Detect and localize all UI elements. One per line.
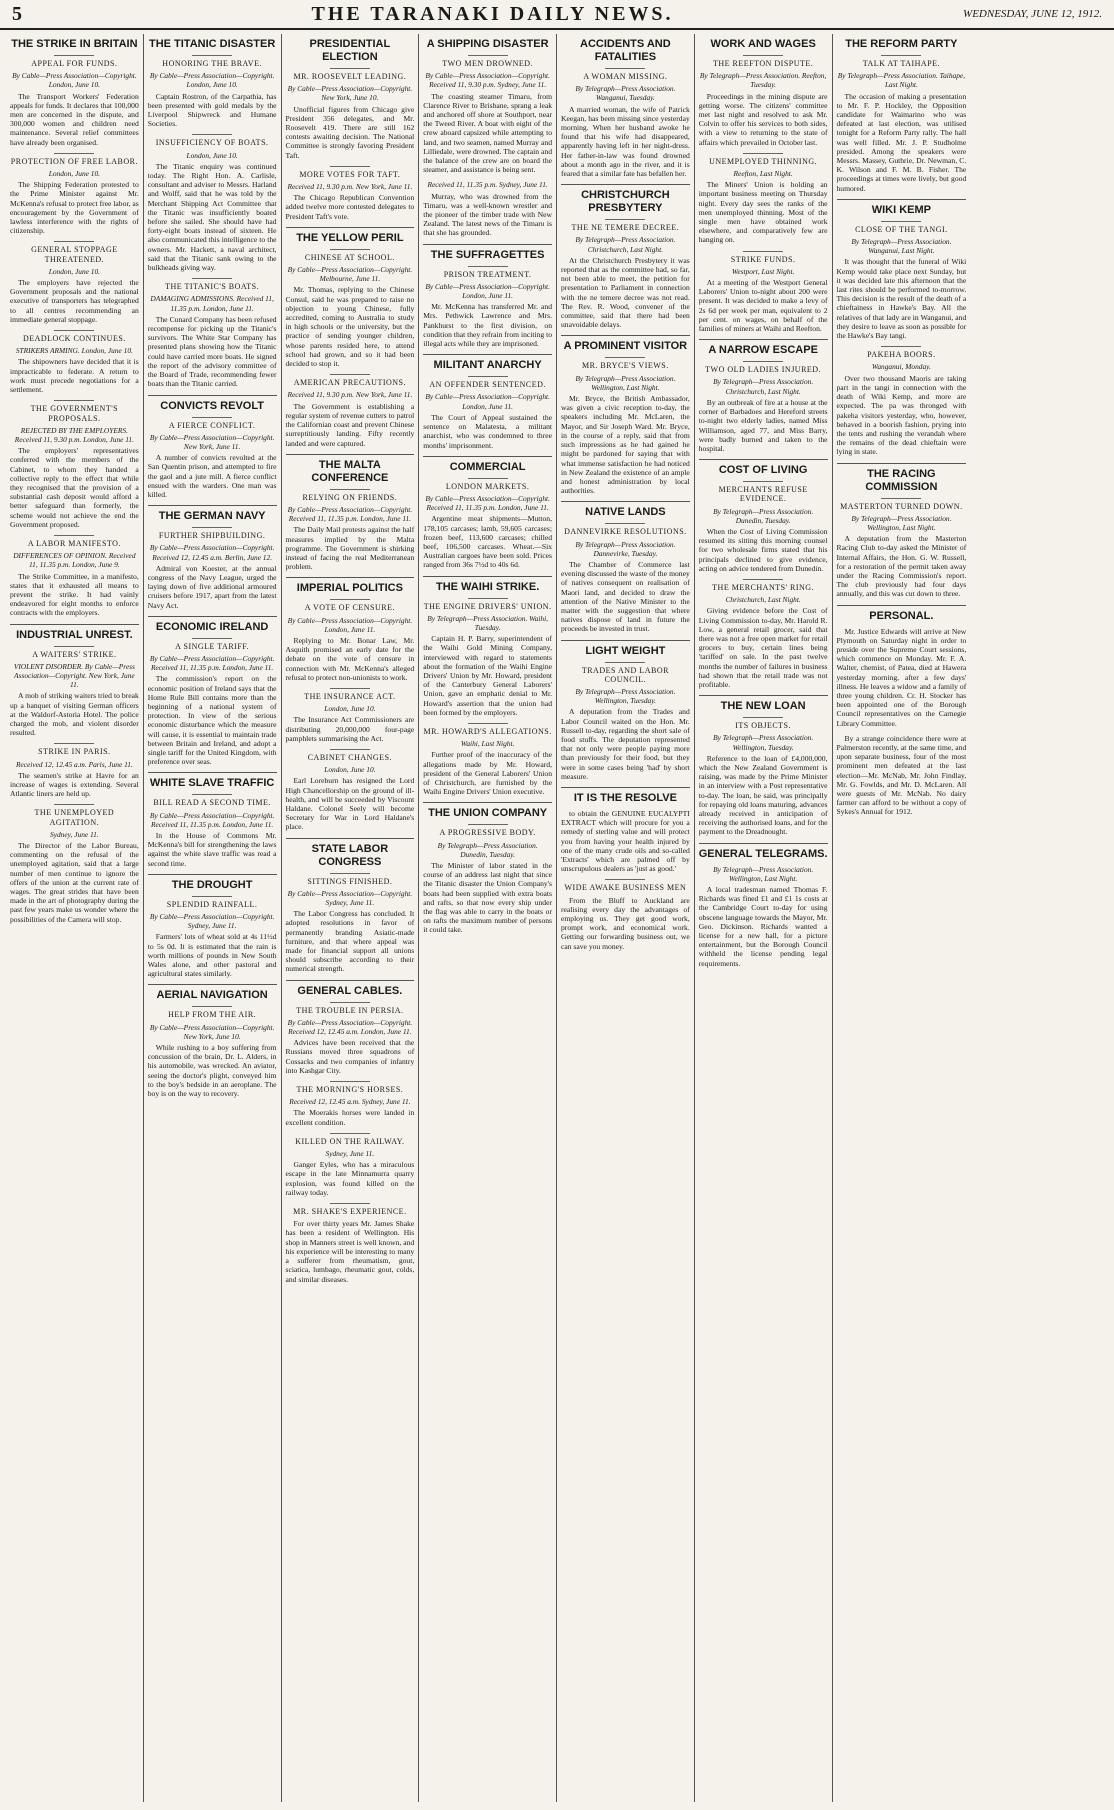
article-body: The Transport Workers' Federation appeals for funds. It declares that 100,000 men are concerned in the dispute, and 300,000 women and children need maintenance. Several relief committees have already been organised. xyxy=(10,91,139,147)
article-dateline: London, June 10. xyxy=(324,704,376,714)
article-body: The commission's report on the economic position of Ireland says that the Home Rule Bill contains more than the beginning of a national system of protection. In view of the serious economic disturbance which the measure will cause, it is essential to maintain trade between Britain and Ireland, and adopt a single tariff for the United Kingdom, with preference over seas. xyxy=(147,674,277,767)
article xyxy=(423,456,552,570)
article-headline: CHRISTCHURCH PRESBYTERY xyxy=(561,184,690,215)
article-dateline: STRIKERS ARMING. London, June 10. xyxy=(15,346,133,356)
article-body: A mob of striking waiters tried to break up a banquet of visiting German officers at the Waldorf-Astoria Hotel. The police charged the mob, and violent disorder resulted. xyxy=(10,691,139,738)
article-dateline: By Cable—Press Association—Copyright. New York, June 10. xyxy=(287,84,413,103)
article-body: The employers' representatives conferred with the members of the Cabinet, to whom they handed a collective reply to the effect that while they recognised that the provision of a substantial cash deposit would afford a better safeguard than formerly, the scheme would not achieve the end the Government proposed. xyxy=(10,446,139,529)
article-subheading: CABINET CHANGES. xyxy=(286,749,415,762)
article-body: A number of convicts revolted at the San Quentin prison, and attempted to fire the gaol and a jute mill. A fierce conflict ensued with the warders. One man was killed. xyxy=(147,453,277,499)
article-dateline: By Cable—Press Association—Copyright. Melbourne, June 11. xyxy=(287,265,413,284)
article-subheading: THE TITANIC'S BOATS. xyxy=(148,278,277,291)
article-body: Mr. Justice Edwards will arrive at New Plymouth on Saturday night in order to preside over the Supreme Court sessions, which commence on Monday. Mr. F. A. Walter, chemist, of Patea, died at Hawera yesterday morning, after a few days' illness. He leaves a widow and a family of three young children. Cr. H. Stocker has been appointed one of the Borough Council representatives on the Carnegie Library Committee. xyxy=(836,626,967,728)
article xyxy=(286,577,415,682)
article-dateline: By Telegraph—Press Association. Wellington, Tuesday. xyxy=(713,733,814,752)
article xyxy=(561,36,690,178)
article-subheading: DANNEVIRKE RESOLUTIONS. xyxy=(561,523,690,536)
article xyxy=(286,1133,415,1197)
article-body: The Moerakis horses were landed in excellent condition. xyxy=(285,1108,415,1127)
article-headline: ACCIDENTS AND FATALITIES xyxy=(580,38,671,63)
article xyxy=(148,616,277,767)
article xyxy=(423,180,552,237)
article-body: The Government is establishing a regular system of revenue cutters to patrol the Californian coast and prevent Chinese surreptitiously landing. Fifty recently landed and were captured. xyxy=(285,401,415,448)
article-subheading: THE INSURANCE ACT. xyxy=(286,688,415,701)
article-body: A deputation from the Masterton Racing Club to-day asked the Minister of Internal Affairs, the Hon. G. W. Russell, for a restoration of the permit taken away under the Racing Commission's report. The club previously had four days annually, and this was cut down to three. xyxy=(836,534,967,599)
article xyxy=(286,454,415,572)
article-subheading: A LABOR MANIFESTO. xyxy=(10,535,139,548)
article-dateline: Sydney, June 11. xyxy=(325,1149,375,1159)
article xyxy=(10,804,139,923)
article-dateline: By Cable—Press Association—Copyright. New York, June 10. xyxy=(149,1022,275,1041)
article-headline: COMMERCIAL xyxy=(423,456,552,474)
article-headline: A NARROW ESCAPE xyxy=(699,339,828,357)
article-subheading: WIDE AWAKE BUSINESS MEN xyxy=(561,879,690,892)
article xyxy=(10,743,139,798)
article-subheading: INSUFFICIENCY OF BOATS. xyxy=(148,134,277,147)
column-4 xyxy=(419,34,557,1802)
article-subheading: THE TROUBLE IN PERSIA. xyxy=(286,1002,415,1015)
article xyxy=(148,874,277,979)
article-subheading: APPEAL FOR FUNDS. xyxy=(10,55,139,68)
article-headline: COST OF LIVING xyxy=(699,459,828,477)
article xyxy=(286,838,415,974)
article-dateline: Westport, Last Night. xyxy=(731,266,795,276)
article-dateline: By Cable—Press Association—Copyright. Received 11, 11.35 p.m. London, June 11. xyxy=(287,504,413,524)
article xyxy=(837,36,967,193)
article xyxy=(699,579,828,689)
article xyxy=(423,723,552,796)
article-headline: THE MALTA CONFERENCE xyxy=(286,454,415,485)
article-body: Captain Rostron, of the Carpathia, has been presented with gold medals by the Liverpool Shipwreck and Humane Societies. xyxy=(147,91,277,129)
article-body: Proceedings in the mining dispute are getting worse. The citizens' committee met last night and resolved to ask Mr. Colvin to offer his services to both sides, with a view to returning to the state of affairs which prevailed in October last. xyxy=(698,91,828,147)
article-body: A deputation from the Trades and Labor Council waited on the Hon. Mr. Russell to-day, regarding the short sale of food stuffs. The deputation represented that not only were people paying more than previously for their food, but they were in some cases being 'had' by short measure. xyxy=(561,707,690,781)
article-headline: THE RACING COMMISSION xyxy=(837,463,967,494)
article-headline: LIGHT WEIGHT xyxy=(561,640,690,658)
article-subheading: TWO MEN DROWNED. xyxy=(423,55,552,68)
article xyxy=(148,395,277,500)
page-number: 5 xyxy=(12,2,22,25)
article-dateline: Reefton, Last Night. xyxy=(733,169,793,179)
article-subheading: MASTERTON TURNED DOWN. xyxy=(837,498,967,511)
article xyxy=(10,330,139,394)
article-body: The employers have rejected the Government proposals and the national executive of transporters has telegraphed to all centres recommending an immediate general stoppage. xyxy=(10,278,139,324)
article-body: The seamen's strike at Havre for an increase of wages is extending. Several Atlantic liners are held up. xyxy=(10,770,139,799)
article-subheading: ITS OBJECTS. xyxy=(699,717,828,730)
article-subheading: STRIKE IN PARIS. xyxy=(10,743,139,756)
article-subheading: TRADES AND LABOR COUNCIL. xyxy=(561,662,690,684)
article-body: The Labor Congress has concluded. It adopted resolutions in favor of permanently branding Asiatic-made furniture, and that where appeal was made for financial support all unions should subscribe according to their numerical strength. xyxy=(285,909,415,974)
article-dateline: Waihi, Last Night. xyxy=(460,739,515,749)
article-subheading: LONDON MARKETS. xyxy=(423,478,552,491)
article-body: While rushing to a boy suffering from concussion of the brain, Dr. L. Alders, in his automobile, was wrecked. An aviator, seeing the doctor's plight, conveyed him to the boy's bedside in an aeroplane. The boy is on the way to recovery. xyxy=(147,1043,277,1099)
article xyxy=(699,459,828,573)
article-body: The occasion of making a presentation to Mr. F. P. Hockley, the Opposition candidate for Waimarino who was defeated at last election, was utilised tonight for a Reform Party rally. The hall was well filled. Mr. J. P. Studholme presided. Among the speakers were Messrs. Massey, Guthrie, Dr. Newman, C. K. Wilson and F. M. B. Fisher. The proceedings at times were lively, but good humored. xyxy=(836,91,967,193)
article xyxy=(837,734,967,817)
article xyxy=(561,501,690,633)
article-subheading: THE NE TEMERE DECREE. xyxy=(561,219,690,232)
article xyxy=(10,153,139,236)
article xyxy=(699,695,828,836)
article xyxy=(286,1203,415,1284)
article-subheading: THE REEFTON DISPUTE. xyxy=(699,55,828,68)
article-dateline: London, June 10. xyxy=(48,266,101,276)
article-body: Ganger Eyles, who has a miraculous escape in the late Minnamurra quarry explosion, was found killed on the railway today. xyxy=(285,1160,415,1197)
article-body: At a meeting of the Westport General Laborers' Union to-night about 200 were present. It was decided to make a levy of 2s 6d per week per man, equivalent to 2 per cent. on wages, on behalf of the families of miners at Waihi and Reefton. xyxy=(698,278,828,334)
article-dateline: By Telegraph—Press Association. Wellington, Last Night. xyxy=(713,864,814,883)
article-body: Replying to Mr. Bonar Law, Mr. Asquith promised an early date for the debate on the vote of censure in connection with Mr. McKenna's alleged refusal to protect non-unionists to work. xyxy=(285,635,415,682)
article xyxy=(148,278,277,388)
article-subheading: PRISON TREATMENT. xyxy=(423,266,552,279)
newspaper-title: THE TARANAKI DAILY NEWS. xyxy=(311,2,674,25)
article-dateline: By Telegraph—Press Association. Wellington, Tuesday. xyxy=(575,686,676,706)
article-subheading: CLOSE OF THE TANGI. xyxy=(837,221,967,234)
article-body: When the Cost of Living Commission resumed its sitting this morning counsel for two wholesale firms stated that his principals declined to give evidence, acting on advice tendered from Dunedin. xyxy=(698,526,828,573)
article xyxy=(286,36,415,160)
article-subheading: SPLENDID RAINFALL. xyxy=(148,896,277,909)
article xyxy=(837,463,967,599)
article-dateline: London, June 10. xyxy=(48,169,101,179)
article-dateline: By Cable—Press Association—Copyright. New York, June 11. xyxy=(149,432,275,451)
article-subheading: CHINESE AT SCHOOL. xyxy=(286,249,415,262)
article xyxy=(699,251,828,334)
article-body: It was thought that the funeral of Wiki Kemp would take place next Sunday, but it was decided late this afternoon that the last rites should be performed to-morrow. This decision is the result of the death of a chieftainess in Hawke's Bay. All the relatives of that lady are in Wanganui, and they desire to leave as soon as possible for the Hawke's Bay tangi. xyxy=(836,257,967,341)
article-body: By an outbreak of fire at a house at the corner of Barbadoes and Hereford streets to-night two elderly ladies, named Miss Williamson, aged 77, and Miss Barry, were badly burned and taken to the hospital. xyxy=(698,397,828,453)
article-subheading: MERCHANTS REFUSE EVIDENCE. xyxy=(699,481,828,503)
article xyxy=(10,241,139,324)
article-dateline: By Telegraph—Press Association. Dunedin, Tuesday. xyxy=(713,506,814,525)
article-body: The Director of the Labor Bureau, commenting on the refusal of the unemployed agitation, said that a large number of men continue to ignore the offers of the union at the current rate of wages. The great strides that have been made in the art of photography during the past few years make us wonder where the possibilities of the Camera will stop. xyxy=(10,841,139,924)
article-dateline: By Cable—Press Association—Copyright. Received 12, 12.45 a.m. Berlin, June 12. xyxy=(149,543,275,562)
article-headline: THE TITANIC DISASTER xyxy=(148,38,276,50)
article-dateline: By Cable—Press Association—Copyright. Received 11, 11.35 p.m. London, June 11. xyxy=(425,493,550,513)
article-body: By a strange coincidence there were at Palmerston recently, at the same time, and upon separate business, four of the most prominent men defeated at the last election—Mr. McNab, Mr. John Findlay, Mr. G. Fowlds, and Mr. D. McLaren. All were guests of Mr. McNab. No dairy farmer can afford to be without a copy of Sykes's Annual for 1912. xyxy=(836,733,967,817)
article-dateline: Sydney, June 11. xyxy=(50,829,99,839)
article-headline: WIKI KEMP xyxy=(837,199,967,217)
article xyxy=(148,134,277,272)
article-dateline: By Telegraph—Press Association. Dunedin, Tuesday. xyxy=(437,840,538,859)
article-subheading: MR. ROOSEVELT LEADING. xyxy=(286,68,415,81)
article xyxy=(423,802,552,934)
article-body: The coasting steamer Timaru, from Clarence River to Brisbane, sprang a leak and anchored off shore at Southport, near the Tweed River. A boat with eight of the crew aboard capsized while attempting to land, and two seamen, named Murray and Lilliedale, were drowned. The captain and the balance of the crew are on board the steamer, and assistance is being sent. xyxy=(423,91,552,175)
article xyxy=(699,153,828,245)
article-headline: INDUSTRIAL UNREST. xyxy=(10,624,139,642)
article xyxy=(561,335,690,495)
article-body: Mr. McKenna has transferred Mr. and Mrs. Pethwick Lawrence and Mrs. Pankhurst to the first division, on condition that they refrain from inciting to illegal acts while they are imprisoned. xyxy=(423,302,552,349)
article xyxy=(423,576,552,717)
article-dateline: By Telegraph—Press Association. Taihape, Last Night. xyxy=(837,71,966,90)
article-subheading: MR. BRYCE'S VIEWS. xyxy=(561,357,690,370)
article-dateline: Received 12, 12.45 a.m. Sydney, June 11. xyxy=(289,1097,411,1107)
column-5 xyxy=(557,34,695,1802)
article-subheading: PROTECTION OF FREE LABOR. xyxy=(10,153,139,166)
article-body: The Shipping Federation protested to the Prime Minister against Mr. McKenna's refusal to protect free labor, as encouragement by the Government of lawless interference with the rights of citizenship. xyxy=(10,180,139,236)
article-dateline: By Cable—Press Association—Copyright. Received 12, 12.45 a.m. London, June 11. xyxy=(287,1017,413,1037)
article-headline: THE NEW LOAN xyxy=(699,695,828,713)
article-dateline: By Telegraph—Press Association. Waihi, Tuesday. xyxy=(427,613,549,632)
article-headline: THE WAIHI STRIKE. xyxy=(423,576,552,594)
article-subheading: THE MORNING'S HORSES. xyxy=(286,1081,415,1094)
article-headline: NATIVE LANDS xyxy=(561,501,690,519)
article-body: Over two thousand Maoris are taking part in the tangi in connection with the death of Wiki Kemp, and more are expected. The pa was thronged with pakeha visitors yesterday, who, however, behaved in a boorish fashion, prying into the tents and rushing the verandah where the remains of the dead chieftain were lying in state. xyxy=(836,373,967,457)
article xyxy=(699,36,828,147)
article-dateline: By Telegraph—Press Association. Wanganui, Last Night. xyxy=(851,237,952,256)
article-body: Giving evidence before the Cost of Living Commission to-day, Mr. Harold R. Low, a general retail grocer, said that there was not a free open market for retail grocers to buy, certain lines being 'tariffed' on sale. In the past twelve months the number of failures in business had shown that the retail trade was not profitable. xyxy=(698,606,828,689)
article-subheading: DEADLOCK CONTINUES. xyxy=(10,330,139,343)
article-headline: THE STRIKE IN BRITAIN xyxy=(11,38,138,50)
article-dateline: Received 12, 12.45 a.m. Paris, June 11. xyxy=(15,759,133,769)
article-subheading: A PROGRESSIVE BODY. xyxy=(423,824,552,837)
article-body: The Minister of labor stated in the course of an address last night that since the Titanic disaster the Union Company's boats had been supplied with extra boats and rafts, so that now every ship under the flag was able to carry in the boats or on rafts the maximum number of persons it could take. xyxy=(423,861,552,935)
article-dateline: By Cable—Press Association—Copyright. London, June 11. xyxy=(425,281,550,301)
article-subheading: RELYING ON FRIENDS. xyxy=(286,489,415,502)
article xyxy=(286,374,415,447)
article-dateline: By Cable—Press Association—Copyright. Received 11, 11.35 p.m. London, June 11. xyxy=(149,653,275,673)
article-body: The Titanic enquiry was continued today. The Right Hon. A. Carlisle, consultant and adviser to Messrs. Harland and Wolff, said that he was told by the Merchant Shipping Act Committee that the Titanic was insufficiently boated before she sailed. She should have had forty-eight boats instead of sixteen. He also communicated this intelligence to the owners. Mr. Hackett, a naval architect, said that the Titanic sank owing to the bulkheads giving way. xyxy=(147,161,277,273)
article-headline: THE REFORM PARTY xyxy=(845,38,958,50)
article xyxy=(699,339,828,453)
article-body: Murray, who was drowned from the Timaru, was a well-known wrestler and the pioneer of the timber trade with New Zealand. The latest news of the Timaru is that she has grounded. xyxy=(423,191,552,238)
article-dateline: VIOLENT DISORDER. By Cable—Press Association—Copyright. New York, June 11. xyxy=(13,661,135,690)
article-body: Mr. Thomas, replying to the Chinese Consul, said he was prepared to raise no objection to young Chinese, fully accredited, coming to Australia to study in high schools or the university, but the practice of sending younger children, whose parents resided here, to attend school had grown, and so it had been decided to stop it. xyxy=(285,285,415,369)
article xyxy=(561,787,690,873)
article xyxy=(10,535,139,618)
article-subheading: GENERAL STOPPAGE THREATENED. xyxy=(10,241,139,263)
article-subheading: A FIERCE CONFLICT. xyxy=(148,417,277,430)
article-headline: THE DROUGHT xyxy=(148,874,277,892)
article-subheading: AMERICAN PRECAUTIONS. xyxy=(286,374,415,387)
article-body: A married woman, the wife of Patrick Keegan, has been missing since yesterday morning. When her husband awoke he found that his wife had disappeared, apparently having left in her night-dress. Her father-in-law was found drowned about a month ago in the river, and it is feared that a similar fate has befallen her. xyxy=(561,104,690,179)
article xyxy=(561,640,690,781)
article-body: The Strike Committee, in a manifesto, states that it exhausted all means to prevent the strike. It had vainly endeavored for eight months to enforce contracts with the employers. xyxy=(10,571,139,618)
article-dateline: DIFFERENCES OF OPINION. Received 11, 11.35 p.m. London, June 9. xyxy=(13,551,136,570)
article-subheading: TWO OLD LADIES INJURED. xyxy=(699,361,828,374)
article xyxy=(148,505,277,610)
article-headline: IMPERIAL POLITICS xyxy=(286,577,415,595)
article-body: Further proof of the inaccuracy of the allegations made by Mr. Howard, president of the General Laborers' Union of Christchurch, are furnished by the Waihi Engine Drivers' Union executive. xyxy=(423,750,552,797)
article-subheading: HELP FROM THE AIR. xyxy=(148,1006,277,1019)
article-body: The Chicago Republican Convention added twelve more contested delegates to President Taft's vote. xyxy=(285,193,415,221)
article-headline: AERIAL NAVIGATION xyxy=(148,984,277,1002)
article-dateline: By Telegraph—Press Association. Dannevirke, Tuesday. xyxy=(575,539,676,558)
article-headline: THE GERMAN NAVY xyxy=(148,505,277,523)
article-body: In the House of Commons Mr. McKenna's bill for strengthening the laws against the white slave traffic was read a second time. xyxy=(147,831,277,868)
article-subheading: THE GOVERNMENT'S PROPOSALS. xyxy=(10,400,139,422)
article-body: to obtain the GENUINE EUCALYPTI EXTRACT which will procure for you a remedy of sterling value and will protect you from having your health injured by one of the many crude oils and so-called 'Extracts' which are palmed off by unscrupulous dealers as 'just as good.' xyxy=(561,808,690,874)
article-subheading: A VOTE OF CENSURE. xyxy=(286,599,415,612)
article-body: The Insurance Act Commissioners are distributing 20,000,000 four-page pamphlets summarising the Act. xyxy=(285,715,415,743)
article-dateline: DAMAGING ADMISSIONS. Received 11, 11.35 p.m. London, June 11. xyxy=(150,294,274,313)
article-body: Advices have been received that the Russians moved three squadrons of Cossacks and two companies of infantry into Kashgar City. xyxy=(285,1038,415,1075)
article-headline: THE SUFFRAGETTES xyxy=(423,244,552,262)
article-body: From the Bluff to Auckland are realising every day the advantages of employing us. They get good work, prompt work, and economical work. Getting our forwarding business out, we can save you money. xyxy=(561,895,690,951)
column-2 xyxy=(144,34,282,1802)
masthead xyxy=(0,0,1114,30)
article xyxy=(286,688,415,743)
article xyxy=(837,605,967,728)
article-headline: GENERAL CABLES. xyxy=(286,980,415,998)
article-headline: WORK AND WAGES xyxy=(710,38,816,50)
article xyxy=(286,227,415,368)
article-dateline: By Telegraph—Press Association. Wanganui, Tuesday. xyxy=(575,84,676,103)
article-subheading: AN OFFENDER SENTENCED. xyxy=(423,376,552,389)
article-headline: PERSONAL. xyxy=(837,605,967,623)
article xyxy=(561,184,690,329)
article xyxy=(423,36,552,174)
article-subheading: THE UNEMPLOYED AGITATION. xyxy=(10,804,139,826)
column-6 xyxy=(695,34,833,1802)
article xyxy=(837,346,967,456)
article xyxy=(699,843,828,968)
article-dateline: By Cable—Press Association—Copyright. London, June 11. xyxy=(287,615,413,634)
article-subheading: BILL READ A SECOND TIME. xyxy=(148,794,277,807)
article-headline: PRESIDENTIAL ELECTION xyxy=(309,38,391,63)
article-subheading: A WOMAN MISSING. xyxy=(561,68,690,81)
article-headline: IT IS THE RESOLVE xyxy=(561,787,690,805)
article-dateline: London, June 10. xyxy=(324,765,376,775)
article-headline: CONVICTS REVOLT xyxy=(148,395,277,413)
article-dateline: By Cable—Press Association—Copyright. London, June 10. xyxy=(12,71,137,90)
article-body: Mr. Bryce, the British Ambassador, was given a civic reception to-day, the speakers including Mr. McLaren, the Mayor, and Sir Joseph Ward. Mr. Bryce, in the course of a reply, said that from such impressions as he had gained he might be pardoned for saying that with what immense satisfaction he had noticed in New Zealand the existence of an ample and honest administration by local authorities. xyxy=(561,394,690,496)
article-subheading: SITTINGS FINISHED. xyxy=(286,873,415,886)
article xyxy=(423,244,552,349)
article-dateline: REJECTED BY THE EMPLOYERS. Received 11, 9.30 p.m. London, June 11. xyxy=(14,425,134,444)
article xyxy=(286,166,415,221)
article-body: The Chamber of Commerce last evening discussed the waste of the money of natives consequent on realisation of Maori land, and decided to draw the attention of the Native Minister to the matter with the suggestion that where natives dispose of land in future the proceeds be invested in trust. xyxy=(561,559,690,634)
article-dateline: By Telegraph—Press Association. Christchurch, Last Night. xyxy=(575,235,676,254)
article-dateline: By Cable—Press Association—Copyright. London, June 10. xyxy=(149,71,275,90)
article-subheading: PAKEHA BOORS. xyxy=(837,346,967,359)
article-dateline: By Cable—Press Association—Copyright. Sydney, June 11. xyxy=(287,888,413,907)
article-subheading: THE ENGINE DRIVERS' UNION. xyxy=(423,598,552,611)
article-dateline: Received 11, 9.30 p.m. New York, June 11. xyxy=(287,390,413,400)
article xyxy=(837,199,967,340)
article xyxy=(286,1081,415,1127)
article-headline: A SHIPPING DISASTER xyxy=(426,38,549,50)
article xyxy=(148,772,277,867)
article-body: The Cunard Company has been refused recompense for picking up the Titanic's survivors. The White Star Company has presented plans showing how the Titanic could have carried more boats. He signed the report of the advisory committee of the Board of Trade, recommending fewer boats than the Titanic carried. xyxy=(147,314,277,389)
article-body: Unofficial figures from Chicago give President 356 delegates, and Mr. Roosevelt 419. There are still 162 contests awaiting decision. The National Committee is strongly favoring President Taft. xyxy=(285,104,415,160)
article-body: A local tradesman named Thomas F. Richards was fined £1 and £1 1s costs at the Cambridge Court to-day for using obscene language towards the Mayor, Mr. Geo. Dickinson. Richards wanted a license for a new hall, for a picture entertainment, but the Borough Council withheld the license pending legal requirements. xyxy=(698,885,828,968)
article-subheading: HONORING THE BRAVE. xyxy=(148,55,277,68)
article-dateline: Christchurch, Last Night. xyxy=(725,595,801,605)
article-body: Admiral von Koester, at the annual congress of the Navy League, urged the laying down of five additional armoured cruisers before 1917, apart from the latest Navy Act. xyxy=(147,563,277,610)
article-dateline: By Cable—Press Association—Copyright. Received 11, 11.35 p.m. London, June 11. xyxy=(149,810,275,829)
column-7 xyxy=(833,34,971,1802)
article xyxy=(148,984,277,1098)
article xyxy=(10,36,139,147)
article xyxy=(561,879,690,950)
article-subheading: KILLED ON THE RAILWAY. xyxy=(286,1133,415,1146)
article-subheading: UNEMPLOYED THINNING. xyxy=(699,153,828,166)
page-columns xyxy=(6,34,1108,1802)
article-subheading: MR. SHAKE'S EXPERIENCE. xyxy=(286,1203,415,1216)
article xyxy=(286,749,415,832)
article-body: Captain H. P. Barry, superintendent of the Waihi Gold Mining Company, interviewed with regard to statements about the formation of the Waihi Engine Drivers' Union by Mr. Howard, president of the Canterbury General Laborers' Union, gave an emphatic denial to Mr. Howard's assertion that the union had been formed by the employers. xyxy=(423,634,552,717)
article-dateline: Received 11, 11.35 p.m. Sydney, June 11. xyxy=(427,180,548,190)
article-dateline: By Cable—Press Association—Copyright. London, June 11. xyxy=(425,392,550,411)
article-dateline: By Telegraph—Press Association. Christchurch, Last Night. xyxy=(713,377,814,396)
article-body: At the Christchurch Presbytery it was reported that as the committee had, so far, not been able to meet, the petition for presentation to Parliament in connection with the ne temere decree was not read. The Rev. R. Wood, convener of the committee, said that there had been unavoidable delays. xyxy=(561,255,690,330)
article-body: The Court of Appeal sustained the sentence on Malatesta, a militant anarchist, who was condemned to three months' imprisonment. xyxy=(423,412,552,450)
article-body: Argentine meat shipments—Mutton, 178,105 carcases; lamb, 59,605 carcases; frozen beef, 113,600 carcases; chilled beef, 106,500 carcases. Wheat.—Six Australian cargoes have been sold. Prices ranged from 36s 7½d to 40s 6d. xyxy=(423,514,552,570)
article-headline: THE YELLOW PERIL xyxy=(286,227,415,245)
article-headline: STATE LABOR CONGRESS xyxy=(286,838,415,869)
article-body: The Daily Mail protests against the half measures implied by the Malta programme. The Government is shirking instead of facing the real Mediterranean problem. xyxy=(285,525,415,572)
article-dateline: By Cable—Press Association—Copyright. Sydney, June 11. xyxy=(149,912,275,931)
article-headline: MILITANT ANARCHY xyxy=(423,354,552,372)
article-headline: THE UNION COMPANY xyxy=(423,802,552,820)
article-subheading: THE MERCHANTS' RING. xyxy=(699,579,828,592)
article-dateline: London, June 10. xyxy=(186,150,238,160)
article-body: The Miners' Union is holding an important business meeting on Thursday night. Every day sees the ranks of the men unemployed thinning. Most of the single men have obtained work elsewhere, and comparatively few are hanging on. xyxy=(698,180,828,245)
article-dateline: Received 11, 9.30 p.m. New York, June 11. xyxy=(287,182,413,192)
article xyxy=(423,354,552,449)
article-subheading: FURTHER SHIPBUILDING. xyxy=(148,527,277,540)
article-dateline: By Telegraph—Press Association. Wellington, Last Night. xyxy=(851,513,952,532)
column-3 xyxy=(282,34,420,1802)
article-subheading: A WAITERS' STRIKE. xyxy=(10,646,139,659)
article-body: Reference to the loan of £4,000,000, which the New Zealand Government is raising, was made by the Prime Minister in an interview with a Post representative to-day. The loan, he said, was principally for repaying old loans maturing, advances already received in anticipation of receiving the authorised loans, and for the payment to the Dreadnought. xyxy=(698,753,828,837)
article-subheading: MORE VOTES FOR TAFT. xyxy=(286,166,415,179)
article-body: Farmers' lots of wheat sold at 4s 11½d to 5s 0d. It is estimated that the rain is worth millions of pounds in New South Wales alone, and other pastoral and agricultural states similarly. xyxy=(147,932,277,979)
article-subheading: MR. HOWARD'S ALLEGATIONS. xyxy=(423,723,552,736)
article xyxy=(10,400,139,529)
column-1 xyxy=(6,34,144,1802)
article-subheading: A SINGLE TARIFF. xyxy=(148,638,277,651)
article-dateline: By Telegraph—Press Association. Reefton, Tuesday. xyxy=(699,71,827,90)
issue-date: WEDNESDAY, JUNE 12, 1912. xyxy=(963,8,1102,20)
article-dateline: By Cable—Press Association—Copyright. Received 11, 9.30 p.m. Sydney, June 11. xyxy=(425,71,550,90)
article xyxy=(10,624,139,738)
article-subheading: TALK AT TAIHAPE. xyxy=(837,55,967,68)
article-dateline: By Telegraph—Press Association. Wellington, Last Night. xyxy=(575,373,676,392)
article-headline: WHITE SLAVE TRAFFIC xyxy=(148,772,277,790)
article xyxy=(148,36,277,128)
article-body: For over thirty years Mr. James Shake has been a resident of Wellington. His shop in Manners street is well known, and his experience will be interesting to many a sufferer from rheumatism, gout, sciatica, lumbago, rheumatic gout, colds, and similar diseases. xyxy=(285,1219,415,1284)
article xyxy=(286,980,415,1075)
article-headline: ECONOMIC IRELAND xyxy=(148,616,277,634)
article-dateline: Wanganui, Monday. xyxy=(871,362,931,372)
article-subheading: STRIKE FUNDS. xyxy=(699,251,828,264)
article-headline: A PROMINENT VISITOR xyxy=(561,335,690,353)
article-headline: GENERAL TELEGRAMS. xyxy=(699,843,828,861)
article-body: The shipowners have decided that it is impracticable to federate. A return to work must precede negotiations for a settlement. xyxy=(10,357,139,395)
article-body: Earl Loreburn has resigned the Lord High Chancellorship on the ground of ill-health, and will be succeeded by Viscount Haldane. Colonel Seely will become Secretary for War in Lord Haldane's place. xyxy=(285,776,415,832)
